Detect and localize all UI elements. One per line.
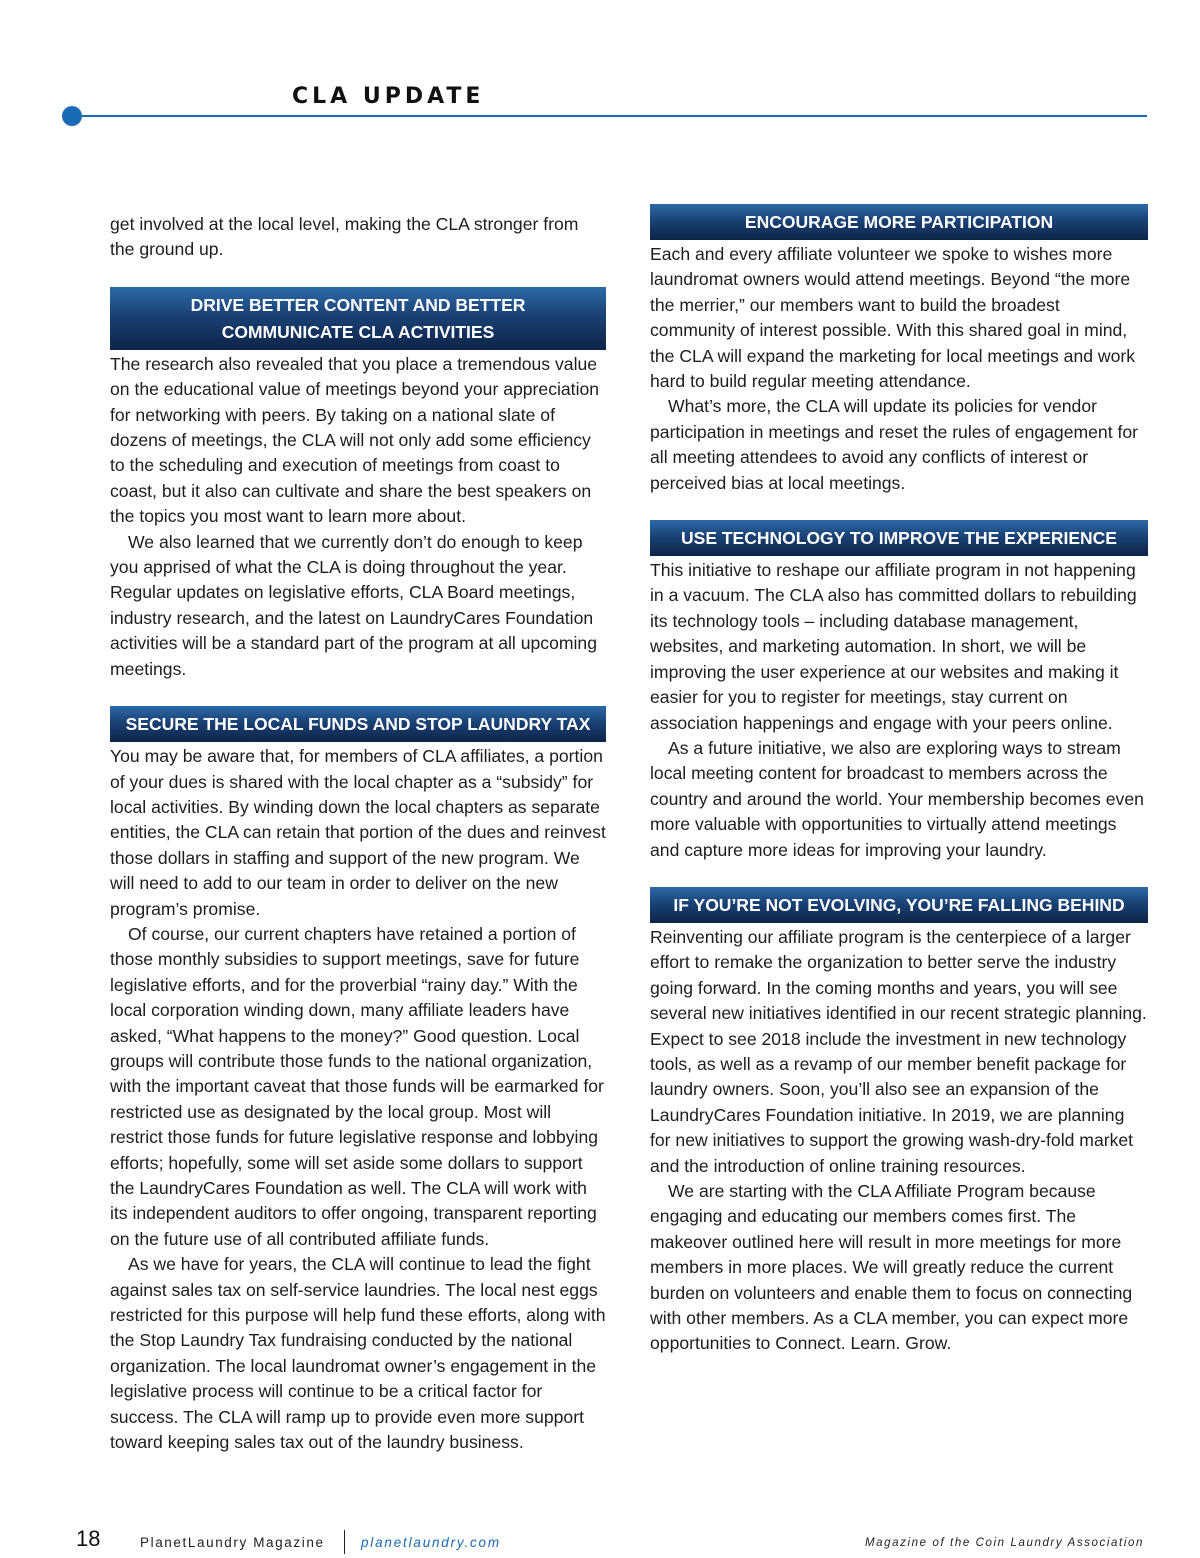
section-title: CLA UPDATE xyxy=(292,84,485,109)
footer-tagline: Magazine of the Coin Laundry Association xyxy=(864,1537,1144,1549)
paragraph: What’s more, the CLA will update its policies for vendor participation in meetings and reset the rules of engagement for all meeting attendees to avoid any conflicts of interest or perceived bias at local meetings. xyxy=(650,396,1139,493)
magazine-name: PlanetLaundry Magazine xyxy=(140,1535,325,1550)
heading-evolving: IF YOU’RE NOT EVOLVING, YOU’RE FALLING BEHIND xyxy=(650,887,1148,923)
footer-divider xyxy=(344,1530,345,1554)
paragraph: As we have for years, the CLA will continue to lead the fight against sales tax on self-service laundries. The local nest eggs restricted for this purpose will help fund these efforts, along with the Stop Laundry Tax fundraising conducted by the national organization. The local laundromat owner’s engagement in the legislative process will continue to be a critical factor for success. The CLA will ramp up to provide even more support toward keeping sales tax out of the laundry business. xyxy=(110,1254,606,1453)
paragraph: The research also revealed that you place a tremendous value on the educational value of meetings beyond your appreciation for networking with peers. By taking on a national slate of dozens of meetings, the CLA will not only add some efficiency to the scheduling and execution of meetings from coast to coast, but it also can cultivate and share the best speakers on the topics you most want to learn more about. xyxy=(110,353,600,527)
paragraph: Of course, our current chapters have retained a portion of those monthly subsidies to support meetings, save for future legislative efforts, and for the proverbial “rainy day.” With the local corporation winding down, many affiliate leaders have asked, “What happens to the money?” Good question. Local groups will contribute those funds to the national organization, with the important caveat that those funds will be earmarked for restricted use as designated by the local group. Most will restrict those funds for future legislative response and lobbying efforts; hopefully, some will set aside some dollars to support the LaundryCares Foundation as well. The CLA will work with its independent auditors to offer ongoing, transparent reporting on the future use of all contributed affiliate funds. xyxy=(110,923,604,1249)
paragraph: We are starting with the CLA Affiliate Program because engaging and educating our members comes first. The makeover outlined here will result in more meetings for more members in more places. We will greatly reduce the current burden on volunteers and enable them to focus on connecting with other members. As a CLA member, you can expect more opportunities to Connect. Learn. Grow. xyxy=(650,1181,1133,1354)
right-column xyxy=(650,204,1148,1357)
paragraph: We also learned that we currently don’t do enough to keep you apprised of what the CLA is doing throughout the year. Regular updates on legislative efforts, CLA Board meetings, industry research, and the latest on LaundryCares Foundation activities will be a standard part of the program at all upcoming meetings. xyxy=(110,531,598,679)
header-rule xyxy=(72,115,1147,117)
heading-line-2: COMMUNICATE CLA ACTIVITIES xyxy=(221,321,495,342)
heading-drive-better-content xyxy=(110,287,606,350)
paragraph: Reinventing our affiliate program is the centerpiece of a larger effort to remake the organization to better serve the industry going forward. In the coming months and years, you will see several new initiatives identified in our recent strategic planning. Expect to see 2018 include the investment in new technology tools, as well as a revamp of our member benefit package for laundry owners. Soon, you’ll also see an expansion of the LaundryCares Foundation initiative. In 2019, we are planning for new initiatives to support the growing wash-dry-fold market and the introduction of online training resources. xyxy=(650,926,1147,1176)
paragraph: You may be aware that, for members of CLA affiliates, a portion of your dues is shared with the local chapter as a “subsidy” for local activities. By winding down the local chapters as separate entities, the CLA can retain that portion of the dues and reinvest those dollars in staffing and support of the new program. We will need to add to our team in order to deliver on the new program’s promise. xyxy=(110,746,606,919)
intro-paragraph: get involved at the local level, making the CLA stronger from the ground up. xyxy=(110,214,579,260)
page-number: 18 xyxy=(76,1526,101,1551)
paragraph: As a future initiative, we also are exploring ways to stream local meeting content for broadcast to members across the country and around the world. Your membership becomes even more valuable with opportunities to virtually attend meetings and capture more ideas for improving your laundry. xyxy=(650,737,1144,860)
heading-line-1: DRIVE BETTER CONTENT AND BETTER xyxy=(190,294,526,315)
heading-encourage-participation: ENCOURAGE MORE PARTICIPATION xyxy=(650,204,1148,240)
website-link[interactable]: planetlaundry.com xyxy=(361,1535,501,1550)
heading-secure-local-funds: SECURE THE LOCAL FUNDS AND STOP LAUNDRY TAX xyxy=(110,706,606,742)
paragraph: Each and every affiliate volunteer we spoke to wishes more laundromat owners would attend meetings. Beyond “the more the merrier,” our members want to build the broadest community of interest possible. With this shared goal in mind, the CLA will expand the marketing for local meetings and work hard to build regular meeting attendance. xyxy=(650,244,1136,392)
left-column xyxy=(110,212,606,1455)
heading-use-technology: USE TECHNOLOGY TO IMPROVE THE EXPERIENCE xyxy=(650,520,1148,556)
paragraph: This initiative to reshape our affiliate program in not happening in a vacuum. The CLA also has committed dollars to rebuilding its technology tools – including database management, websites, and marketing automation. In short, we will be improving the user experience at our websites and making it easier for you to register for meetings, stay current on association happenings and engage with your peers online. xyxy=(650,560,1137,733)
